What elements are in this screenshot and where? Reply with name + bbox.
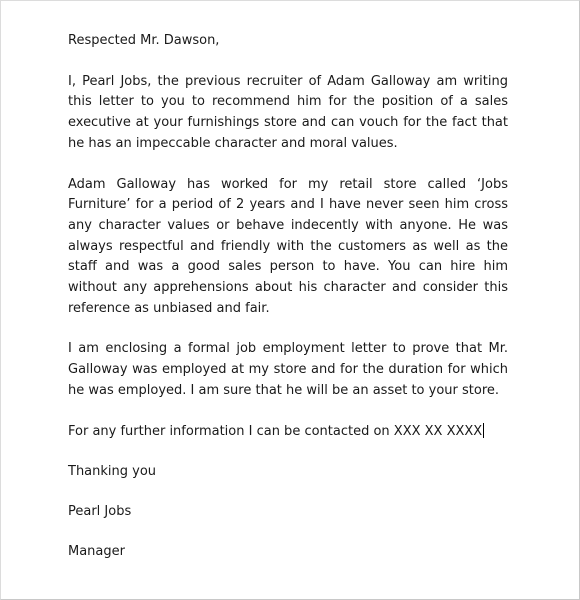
contact-text: For any further information I can be contacted on XXX XX XXXX	[68, 423, 483, 439]
letter-body	[68, 31, 508, 582]
paragraph-enclosure: I am enclosing a formal job employment letter to prove that Mr. Galloway was employed at my store and for the duration for which he was employed. I am sure that he will be an asset to your store.	[68, 341, 508, 398]
text-cursor	[483, 423, 484, 438]
paragraph-work-history: Adam Galloway has worked for my retail store called ‘Jobs Furniture’ for a period of 2 years and I have never seen him cross any character values or behave indecently with anyone. He was always respectful and friendly with the customers as well as the staff and was a good sales person to have. You can hire him without any apprehensions about his character and consider this reference as unbiased and fair.	[68, 176, 508, 316]
paragraph-introduction: I, Pearl Jobs, the previous recruiter of Adam Galloway am writing this letter to you to recommend him for the position of a sales executive at your furnishings store and can vouch for the fact that he has an impeccable character and moral values.	[68, 73, 508, 151]
signature-name: Pearl Jobs	[68, 503, 132, 519]
signature-title: Manager	[68, 543, 125, 559]
closing: Thanking you	[68, 464, 157, 480]
paragraph-contact	[68, 422, 508, 443]
salutation: Respected Mr. Dawson,	[68, 33, 220, 48]
